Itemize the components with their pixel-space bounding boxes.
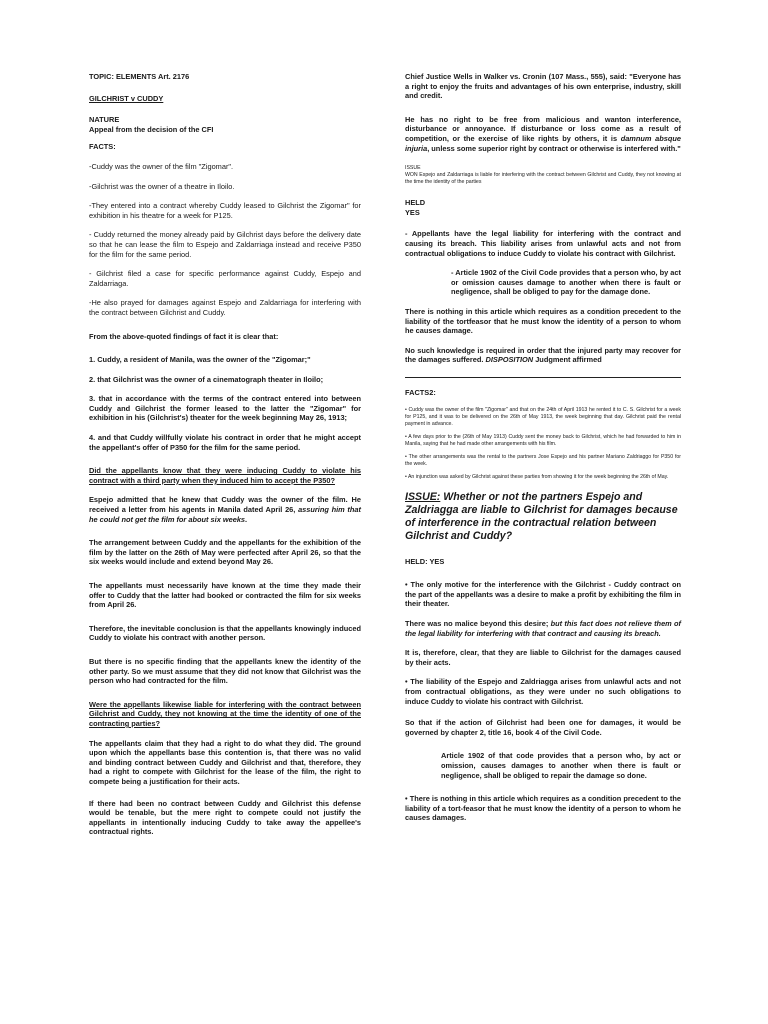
question-two: Were the appellants likewise liable for interfering with the contract between Gilchrist and Cuddy, they not knowing at the time the identity of one of the contracting parties? (89, 699, 361, 728)
finding-item: 1. Cuddy, a resident of Manila, was the owner of the "Zigomar;" (89, 355, 311, 365)
facts2-label: FACTS2: (405, 387, 436, 397)
governed-paragraph: So that if the action of Gilchrist had been one for damages, it would be governed by chapter 2, title 16, book 4 of the Civil Code. (405, 718, 681, 737)
issue-label: ISSUE (405, 165, 421, 172)
fact-item: -Gilchrist was the owner of a theatre in Iloilo. (89, 181, 235, 191)
disposition-paragraph: No such knowledge is required in order that the injured party may recover for the damages suffered. DISPOSITION Judgment affirmed (405, 345, 681, 365)
left-column (89, 72, 361, 837)
liable-paragraph: It is, therefore, clear, that they are liable to Gilchrist for the damages caused by their acts. (405, 648, 681, 667)
motive-paragraph: • The only motive for the interference with the Gilchrist - Cuddy contract on the part of the appellants was a desire to make a profit by exhibiting the film in their theater. (405, 580, 681, 609)
fact-item: - Gilchrist filed a case for specific performance against Cuddy, Espejo and Zaldarriaga. (89, 269, 361, 288)
finding-item: 3. that in accordance with the terms of the contract entered into between Cuddy and Gilchrist the former leased to the latter the "Zigomar" for exhibition in his (Gilchrist's) theater for the week beginning May 26, 1913; (89, 394, 361, 423)
case-title: GILCHRIST v CUDDY (89, 93, 164, 103)
article-1902-code-quote: Article 1902 of that code provides that a person who, by act or omission, causes damages to another when there is fault or negligence, shall be obliged to repair the damage so done. (441, 751, 681, 780)
conclusion-paragraph: Therefore, the inevitable conclusion is that the appellants knowingly induced Cuddy to violate his contract with another person. (89, 623, 361, 643)
claim-paragraph: The appellants claim that they had a right to do what they did. The ground upon which the appellants base this contention is, that there was no valid and binding contract between Cuddy and Gilchrist and that, therefore, they had a right to compete with Gilchrist for the lease of the film, the right to compete being a justification for their acts. (89, 738, 361, 786)
issue-two: ISSUE: Whether or not the partners Espejo and Zaldriagga are liable to Gilchrist for damages because of interference in the contractual relation between Gilchrist and Cuddy? (405, 491, 678, 542)
topic-heading: TOPIC: ELEMENTS Art. 2176 (89, 72, 190, 81)
article-1902-quote: - Article 1902 of the Civil Code provides that a person who, by act or omission causes damage to another when there is fault or negligence, shall be obliged to pay for the damage done. (451, 268, 681, 297)
facts2-item: • The other arrangements was the rental to the partners Jose Espejo and his partner Mariano Zaldriaggo for P350 for the week. (405, 454, 681, 468)
issue-text: WON Espejo and Zaldarriaga is liable for interfering with the contract between Gilchrist and Cuddy, they not knowing at the time the identity of the parties (405, 172, 681, 186)
liability-paragraph: • The liability of the Espejo and Zaldriagga arises from unlawful acts and not from contractual obligations, as they were under no such obligations to induce Cuddy to violate his contract with Gilchrist. (405, 677, 681, 706)
nothing-in-article: There is nothing in this article which requires as a condition precedent to the liability of the tortfeasor that he must know the identity of a person to whom he causes damage. (405, 306, 681, 336)
facts-label: FACTS: (89, 142, 116, 152)
wells-quote: Chief Justice Wells in Walker vs. Cronin (107 Mass., 555), said: "Everyone has a right to enjoy the fruits and advantages of his own enterprise, industry, skill and credit. (405, 72, 681, 101)
finding-item: 4. and that Cuddy willfully violate his contract in order that he might accept the appellant's offer of P350 for the film for the same period. (89, 433, 361, 452)
question-one: Did the appellants know that they were inducing Cuddy to violate his contract with a third party when they induced him to accept the P350? (89, 466, 361, 485)
no-contract-paragraph: If there had been no contract between Cuddy and Gilchrist this defense would be tenable, but the mere right to compete could not justify the appellants in intentionally inducing Cuddy to take away the appellee's contractual rights. (89, 798, 361, 837)
must-known-paragraph: The appellants must necessarily have known at the time they made their offer to Cuddy that the latter had booked or contracted the film for six weeks from April 26. (89, 581, 361, 610)
fact-item: -He also prayed for damages against Espejo and Zaldarriaga for interfering with the contract between Gilchrist and Cuddy. (89, 298, 361, 317)
held-label: HELD (405, 198, 426, 208)
facts2-item: • A few days prior to the (26th of May 1913) Cuddy sent the money back to Gilchrist, which he had forwarded to him in Manila, saying that he had made other arrangements with his film. (405, 434, 681, 448)
fact-item: -Cuddy was the owner of the film "Zigomar". (89, 161, 234, 171)
held-two-label: HELD: YES (405, 556, 445, 566)
finding-item: 2. that Gilchrist was the owner of a cinematograph theater in Iloilo; (89, 374, 324, 384)
section-divider (405, 377, 681, 378)
nature-text: Appeal from the decision of the CFI (89, 124, 214, 134)
facts2-item: • An injunction was asked by Gilchrist against these parties from showing it for the week beginning the 26th of May. (405, 474, 669, 481)
held-text: - Appellants have the legal liability for interfering with the contract and causing its breach. This liability arises from unlawful acts and not from contractual obligations to induce Cuddy to violate his contract with Gilchrist. (405, 229, 681, 258)
held-yes: YES (405, 207, 420, 217)
malice-paragraph: There was no malice beyond this desire; but this fact does not relieve them of the legal liability for interfering with that contract and causing its breach. (405, 619, 681, 638)
findings-intro: From the above-quoted findings of fact it is clear that: (89, 331, 279, 341)
nature-label: NATURE (89, 115, 120, 125)
arrangement-paragraph: The arrangement between Cuddy and the appellants for the exhibition of the film by the latter on the 26th of May were perfected after April 26, so that the six weeks would include and extend beyond May 26. (89, 538, 361, 567)
no-finding-paragraph: But there is no specific finding that the appellants knew the identity of the other party. So we must assume that they did not know that Gilchrist was the person who had contracted for the film. (89, 656, 361, 686)
nothing-two-paragraph: • There is nothing in this article which requires as a condition precedent to the liability of a tort-feasor that he must know the identity of a person to whom he causes damages. (405, 794, 681, 823)
facts2-item: • Cuddy was the owner of the film "Zigomar" and that on the 24th of April 1913 he rented it to C. S. Gilchrist for a week for P125, and it was to be delivered on the 26th of May 1913, the week beginning that day. Gilchrist paid the rental payment in advance. (405, 407, 681, 428)
fact-item: -They entered into a contract whereby Cuddy leased to Gilchrist the Zigomar" for exhibition in his theatre for a week for P125. (89, 201, 361, 220)
fact-item: - Cuddy returned the money already paid by Gilchrist days before the delivery date so that he can lease the film to Espejo and Zaldarriaga instead and receive P350 for the film for the same period. (89, 230, 361, 259)
right-column (405, 72, 681, 823)
wells-quote-continued: He has no right to be free from malicious and wanton interference, disturbance or annoyance. If disturbance or loss come as a result of competition, or the exercise of like rights by others, it is damnum absque injuria, unless some superior right by contract or otherwise is interfered with." (405, 114, 681, 153)
espejo-paragraph: Espejo admitted that he knew that Cuddy was the owner of the film. He received a letter from his agents in Manila dated April 26, assuring him that he could not get the film for about six weeks. (89, 495, 361, 524)
